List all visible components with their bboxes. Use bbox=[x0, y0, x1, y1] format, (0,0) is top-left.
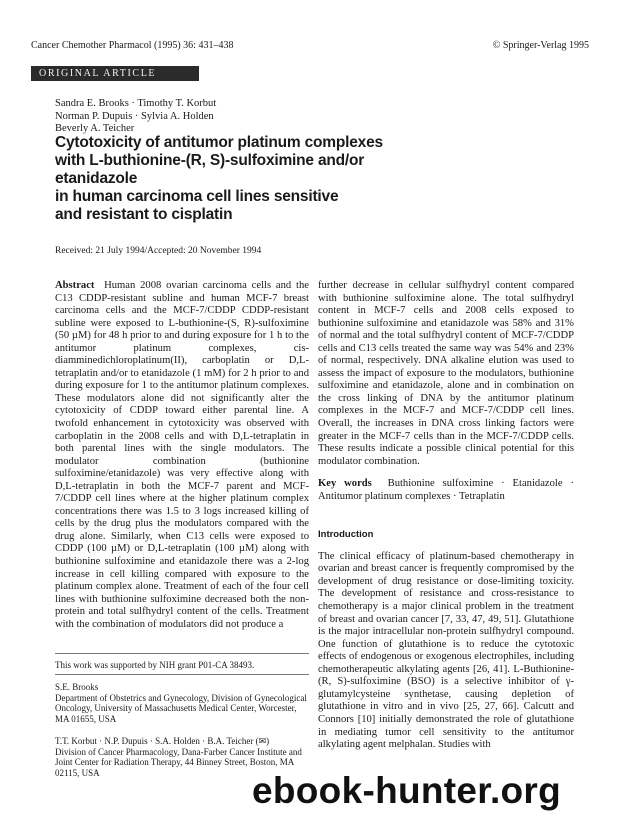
left-column bbox=[55, 280, 309, 631]
introduction-heading: Introduction bbox=[318, 529, 374, 541]
right-column bbox=[318, 280, 574, 752]
keywords-text: Buthionine sulfoximine · Etanidazole · Antitumor platinum complexes · Tetraplatin bbox=[318, 478, 574, 502]
article-type-banner: ORIGINAL ARTICLE bbox=[31, 66, 199, 81]
author-line: Beverly A. Teicher bbox=[55, 123, 135, 134]
journal-citation: Cancer Chemother Pharmacol (1995) 36: 431–438 bbox=[31, 40, 234, 51]
address-text: Department of Obstetrics and Gynecology, Division of Gynecological Oncology, University of Massachusetts Medical Center, Worcester, MA 01655, USA bbox=[55, 692, 307, 724]
title-line: with L-buthionine-(R, S)-sulfoximine and/or etanidazole bbox=[55, 152, 365, 187]
received-accepted-dates: Received: 21 July 1994/Accepted: 20 November 1994 bbox=[55, 246, 262, 256]
article-title bbox=[55, 134, 415, 224]
abstract-label: Abstract bbox=[55, 280, 95, 291]
abstract-paragraph bbox=[55, 280, 309, 631]
keywords-label: Key words bbox=[318, 478, 372, 490]
author-address-brooks bbox=[55, 682, 309, 724]
address-names: S.E. Brooks bbox=[55, 682, 99, 692]
address-text: Division of Cancer Pharmacology, Dana-Farber Cancer Institute and Joint Center for Radiation Therapy, 44 Binney Street, Boston, MA 02115, USA bbox=[55, 746, 302, 778]
address-names: T.T. Korbut · N.P. Dupuis · S.A. Holden · B.A. Teicher (✉) bbox=[55, 736, 270, 746]
publisher-copyright: © Springer-Verlag 1995 bbox=[492, 40, 589, 51]
author-line: Norman P. Dupuis · Sylvia A. Holden bbox=[55, 110, 214, 122]
abstract-continued: further decrease in cellular sulfhydryl content compared with buthionine sulfoximine alone. The total sulfhydryl content in MCF-7 cells and 2008 cells exposed to buthionine sulfoximine and etanidazole was 58% and 31% of normal and the total sulfhydryl content of MCF-7/CDDP cells and C13 cells treated the same way was 54% and 23% of normal, respectively. DNA alkaline elution was used to assess the impact of exposure to the modulators, buthionine sulfoximine and etanidazole, alone and in combination on the cross linking of DNA by the antitumor platinum complexes in the MCF-7 and MCF-7/CDDP cell lines. Overall, the increases in DNA cross linking factors were greater in the MCF-7 cells than in the MCF-7/CDDP cells. These results indicate a possible clinical potential for this modulator combination. bbox=[318, 280, 574, 467]
funding-note: This work was supported by NIH grant P01-CA 38493. bbox=[55, 660, 255, 670]
footnote-divider bbox=[55, 674, 309, 675]
author-line: Sandra E. Brooks · Timothy T. Korbut bbox=[55, 98, 217, 109]
abstract-text: Human 2008 ovarian carcinoma cells and the C13 CDDP-resistant subline and human MCF-7 breast carcinoma cells and the MCF-7/CDDP CDDP-resistant subline were exposed to L-buthionine-(S, R)-sulfoximine (50 µM) for 48 h prior to and during exposure for 1 h to the antitumor platinum complexes, cis-diamminedichloroplatinum(II), carboplatin or D,L-tetraplatin and/or to etanidazole (1 mM) for 2 h prior to and during exposure for 1 to the antitumor platinum complexes. These modulators alone did not significantly alter the cytotoxicity of CDDP toward either parental line. A twofold enhancement in cytotoxicity was observed with carboplatin in the 2008 cells and with D,L-tetraplatin in both parental lines with the single modulators. The modulator combination (buthionine sulfoximine/etanidazole) was very effective along with D,L-tetraplatin in both the MCF-7 parent and MCF-7/CDDP cell lines where at the higher platinum complex concentrations there was 1.5 to 3 logs increased killing of cells by the drug plus the modulators compared with the drug alone. Similarly, when C13 cells were exposed to CDDP (100 µM) or D,L-tetraplatin (100 µM) along with buthionine sulfoximine and etanidazole there was a 2-log increase in cell killing compared with exposure to the platinum complex alone. Treatment of each of the four cell lines with buthionine sulfoximine decreased both the non-protein and total sulfhydryl content of the cells. Treatment with the combination of modulators did not produce a bbox=[55, 280, 310, 630]
title-line: Cytotoxicity of antitumor platinum complexes bbox=[55, 134, 383, 151]
keywords-paragraph bbox=[318, 478, 574, 503]
author-list bbox=[55, 98, 216, 136]
watermark-text: ebook-hunter.org bbox=[252, 770, 562, 811]
footnote-divider bbox=[55, 653, 309, 654]
title-line: in human carcinoma cell lines sensitive bbox=[55, 188, 339, 205]
introduction-text: The clinical efficacy of platinum-based chemotherapy in ovarian and breast cancer is frequently compromised by the development of drug resistance or dose-limiting toxicity. The development of resistance and cross-resistance to chemotherapy is a major clinical problem in the treatment of breast and ovarian cancer [7, 33, 47, 49, 51]. Glutathione is the major intracellular non-protein sulfhydryl compound. One function of glutathione is to reduce the cytotoxic effects of endogenous or exogenous electrophiles, including chemotherapeutic alkylating agents [26, 41]. L-Buthionine-(R, S)-sulfoximine (BSO) is a selective inhibitor of γ-glutamylcysteine synthetase, causing depletion of glutathione in vitro and in vivo [25, 27, 66]. Calcutt and Connors [10] initially demonstrated the role of glutathione in mediating tumor cell sensitivity to the antitumor alkylating agent melphalan. Studies with bbox=[318, 550, 574, 751]
title-line: and resistant to cisplatin bbox=[55, 206, 233, 223]
